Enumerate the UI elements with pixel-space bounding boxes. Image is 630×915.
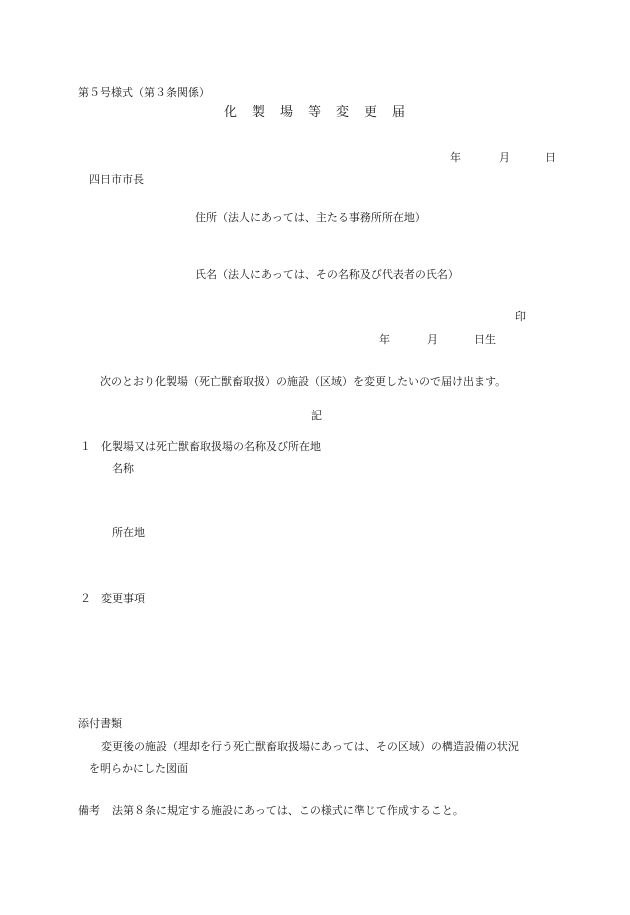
- birth-year-label: 年: [379, 333, 390, 346]
- date-month-label: 月: [499, 151, 510, 164]
- page-title: 化製場等変更届: [224, 105, 421, 120]
- statement: 次のとおり化製場（死亡獣畜取扱）の施設（区域）を変更したいので届け出ます。: [100, 375, 507, 388]
- date-year-label: 年: [450, 151, 461, 164]
- item1-location-label: 所在地: [112, 526, 145, 539]
- attachments-line1: 変更後の施設（埋却を行う死亡獣畜取扱場にあっては、その区域）の構造設備の状況: [101, 740, 519, 753]
- attachments-line2: を明らかにした図面: [89, 762, 188, 775]
- date-day-label: 日: [545, 151, 556, 164]
- item1-heading: 化製場又は死亡獣畜取扱場の名称及び所在地: [101, 440, 321, 453]
- form-label: 第５号様式（第３条関係）: [78, 86, 210, 99]
- seal-mark: 印: [515, 310, 526, 323]
- birth-day-label: 日生: [474, 333, 496, 346]
- item2-heading: 変更事項: [101, 592, 145, 605]
- birth-month-label: 月: [427, 333, 438, 346]
- item2-number: ２: [80, 592, 91, 605]
- remarks-text: 法第８条に規定する施設にあっては、この様式に準じて作成すること。: [112, 804, 464, 817]
- addressee: 四日市市長: [89, 173, 144, 186]
- item1-name-label: 名称: [112, 462, 134, 475]
- name-label: 氏名（法人にあっては、その名称及び代表者の氏名）: [195, 268, 459, 281]
- attachments-heading: 添付書類: [78, 717, 122, 730]
- item1-number: １: [80, 440, 91, 453]
- remarks-label: 備考: [78, 804, 100, 817]
- address-label: 住所（法人にあっては、主たる事務所所在地）: [195, 211, 426, 224]
- ki-marker: 記: [311, 409, 322, 422]
